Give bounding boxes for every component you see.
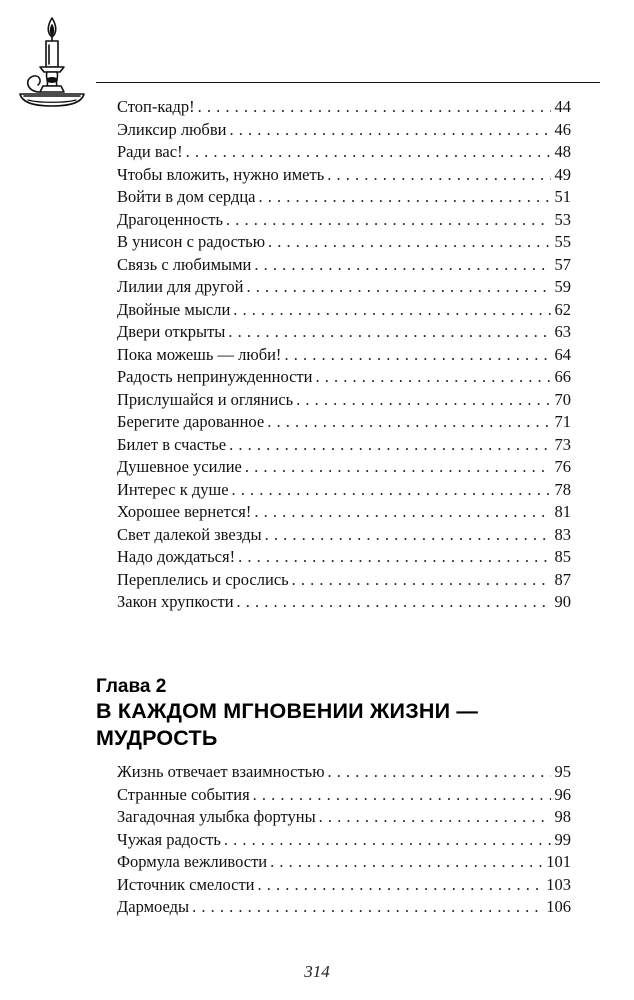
dot-leader	[292, 569, 551, 592]
dot-leader	[192, 896, 542, 919]
toc-entry[interactable]	[117, 501, 571, 524]
toc-entry-title: Пока можешь — люби!	[117, 344, 282, 364]
toc-entry-title: Надо дождаться!	[117, 547, 236, 566]
toc-entry[interactable]	[117, 456, 571, 479]
dot-leader	[328, 761, 551, 784]
toc-entry-page: 64	[554, 344, 571, 364]
dot-leader	[253, 784, 551, 807]
toc-list-part1	[117, 96, 571, 614]
toc-entry-page: 55	[554, 232, 571, 251]
page-number: 314	[304, 962, 330, 981]
toc-entry-page: 95	[554, 762, 571, 781]
toc-entry[interactable]	[117, 411, 571, 434]
toc-entry[interactable]	[117, 366, 571, 389]
toc-entry-page: 53	[554, 209, 571, 229]
toc-entry-title: Драгоценность	[117, 209, 223, 229]
toc-entry[interactable]	[117, 806, 571, 829]
toc-entry-page: 48	[554, 142, 571, 161]
toc-entry-page: 96	[554, 784, 571, 804]
toc-entry-page: 63	[554, 322, 571, 341]
toc-entry[interactable]	[117, 761, 571, 784]
dot-leader	[267, 411, 550, 434]
toc-entry-page: 87	[554, 569, 571, 589]
dot-leader	[265, 524, 551, 547]
toc-entry-title: Интерес к душе	[117, 479, 229, 499]
toc-entry[interactable]	[117, 874, 571, 897]
toc-entry-title: Переплелись и срослись	[117, 569, 289, 589]
toc-entry-page: 71	[554, 412, 571, 431]
toc-entry[interactable]	[117, 569, 571, 592]
toc-entry[interactable]	[117, 231, 571, 254]
toc-entry-title: Ради вас!	[117, 142, 183, 161]
dot-leader	[237, 591, 551, 614]
toc-entry-title: Источник смелости	[117, 874, 255, 894]
toc-entry-title: Загадочная улыбка фортуны	[117, 807, 316, 826]
chapter-title-line2: МУДРОСТЬ	[96, 726, 218, 750]
toc-entry[interactable]	[117, 479, 571, 502]
toc-entry-title: Свет далекой звезды	[117, 524, 262, 544]
toc-entry-title: Войти в дом сердца	[117, 187, 256, 206]
dot-leader	[229, 119, 550, 142]
toc-entry[interactable]	[117, 829, 571, 852]
dot-leader	[245, 456, 551, 479]
toc-entry-title: Жизнь отвечает взаимностью	[117, 762, 325, 781]
toc-entry-page: 76	[554, 457, 571, 476]
dot-leader	[224, 829, 551, 852]
dot-leader	[254, 501, 550, 524]
toc-entry-page: 46	[554, 119, 571, 139]
dot-leader	[270, 851, 542, 874]
dot-leader	[233, 299, 550, 322]
toc-entry-page: 49	[554, 164, 571, 184]
toc-entry[interactable]	[117, 254, 571, 277]
toc-entry-title: Формула вежливости	[117, 852, 268, 871]
dot-leader	[198, 96, 551, 119]
toc-entry-title: Душевное усилие	[117, 457, 242, 476]
toc-entry-title: Двери открыты	[117, 322, 226, 341]
toc-entry-page: 81	[554, 502, 571, 521]
toc-entry-page: 101	[546, 852, 571, 871]
toc-entry-title: Закон хрупкости	[117, 592, 234, 611]
toc-entry[interactable]	[117, 546, 571, 569]
toc-entry[interactable]	[117, 96, 571, 119]
chapter-title-line1: В КАЖДОМ МГНОВЕНИИ ЖИЗНИ —	[96, 699, 479, 723]
toc-entry-page: 103	[546, 874, 571, 894]
dot-leader	[238, 546, 550, 569]
dot-leader	[247, 276, 551, 299]
dot-leader	[186, 141, 551, 164]
toc-entry-page: 83	[554, 524, 571, 544]
toc-entry[interactable]	[117, 851, 571, 874]
chapter-heading	[96, 675, 596, 752]
toc-entry[interactable]	[117, 344, 571, 367]
toc-entry-title: Странные события	[117, 784, 250, 804]
toc-entry-title: Дармоеды	[117, 897, 190, 916]
toc-entry[interactable]	[117, 591, 571, 614]
toc-list-part2	[117, 761, 571, 919]
toc-entry-title: Двойные мысли	[117, 299, 231, 319]
toc-entry[interactable]	[117, 276, 571, 299]
toc-entry-page: 106	[546, 897, 571, 916]
toc-entry-page: 73	[554, 434, 571, 454]
toc-entry-page: 85	[554, 547, 571, 566]
dot-leader	[254, 254, 550, 277]
toc-entry-title: Радость непринужденности	[117, 367, 313, 386]
dot-leader	[258, 874, 543, 897]
toc-entry-page: 99	[554, 829, 571, 849]
dot-leader	[226, 209, 551, 232]
toc-entry-title: Хорошее вернется!	[117, 502, 252, 521]
toc-entry-title: Стоп-кадр!	[117, 97, 195, 116]
toc-entry-title: Билет в счастье	[117, 434, 227, 454]
dot-leader	[315, 366, 550, 389]
toc-entry[interactable]	[117, 321, 571, 344]
toc-entry[interactable]	[117, 389, 571, 412]
toc-entry-page: 44	[554, 97, 571, 116]
toc-entry-title: Связь с любимыми	[117, 254, 252, 274]
toc-entry-page: 59	[554, 277, 571, 296]
dot-leader	[327, 164, 550, 187]
toc-entry-page: 51	[554, 187, 571, 206]
toc-entry-title: Лилии для другой	[117, 277, 244, 296]
toc-entry-page: 70	[554, 389, 571, 409]
toc-entry[interactable]	[117, 164, 571, 187]
toc-entry[interactable]	[117, 141, 571, 164]
toc-entry[interactable]	[117, 524, 571, 547]
toc-entry-title: Берегите дарованное	[117, 412, 265, 431]
toc-entry-title: Прислушайся и оглянись	[117, 389, 294, 409]
toc-entry-page: 90	[554, 592, 571, 611]
toc-entry-page: 66	[554, 367, 571, 386]
candlestick-icon	[14, 14, 90, 112]
toc-entry-page: 78	[554, 479, 571, 499]
toc-entry-title: Эликсир любви	[117, 119, 227, 139]
toc-entry-page: 62	[554, 299, 571, 319]
chapter-number: Глава 2	[96, 676, 167, 697]
toc-entry[interactable]	[117, 119, 571, 142]
toc-entry[interactable]	[117, 896, 571, 919]
toc-entry-page: 98	[554, 807, 571, 826]
dot-leader	[296, 389, 550, 412]
dot-leader	[228, 321, 550, 344]
toc-entry-title: Чтобы вложить, нужно иметь	[117, 164, 325, 184]
toc-entry[interactable]	[117, 784, 571, 807]
toc-entry[interactable]	[117, 299, 571, 322]
toc-entry[interactable]	[117, 434, 571, 457]
dot-leader	[319, 806, 551, 829]
dot-leader	[268, 231, 550, 254]
toc-entry-title: В унисон с радостью	[117, 232, 266, 251]
toc-entry[interactable]	[117, 209, 571, 232]
dot-leader	[284, 344, 550, 367]
toc-entry-page: 57	[554, 254, 571, 274]
dot-leader	[229, 434, 550, 457]
header-rule	[96, 82, 600, 83]
dot-leader	[259, 186, 551, 209]
toc-entry[interactable]	[117, 186, 571, 209]
dot-leader	[232, 479, 551, 502]
toc-entry-title: Чужая радость	[117, 829, 221, 849]
